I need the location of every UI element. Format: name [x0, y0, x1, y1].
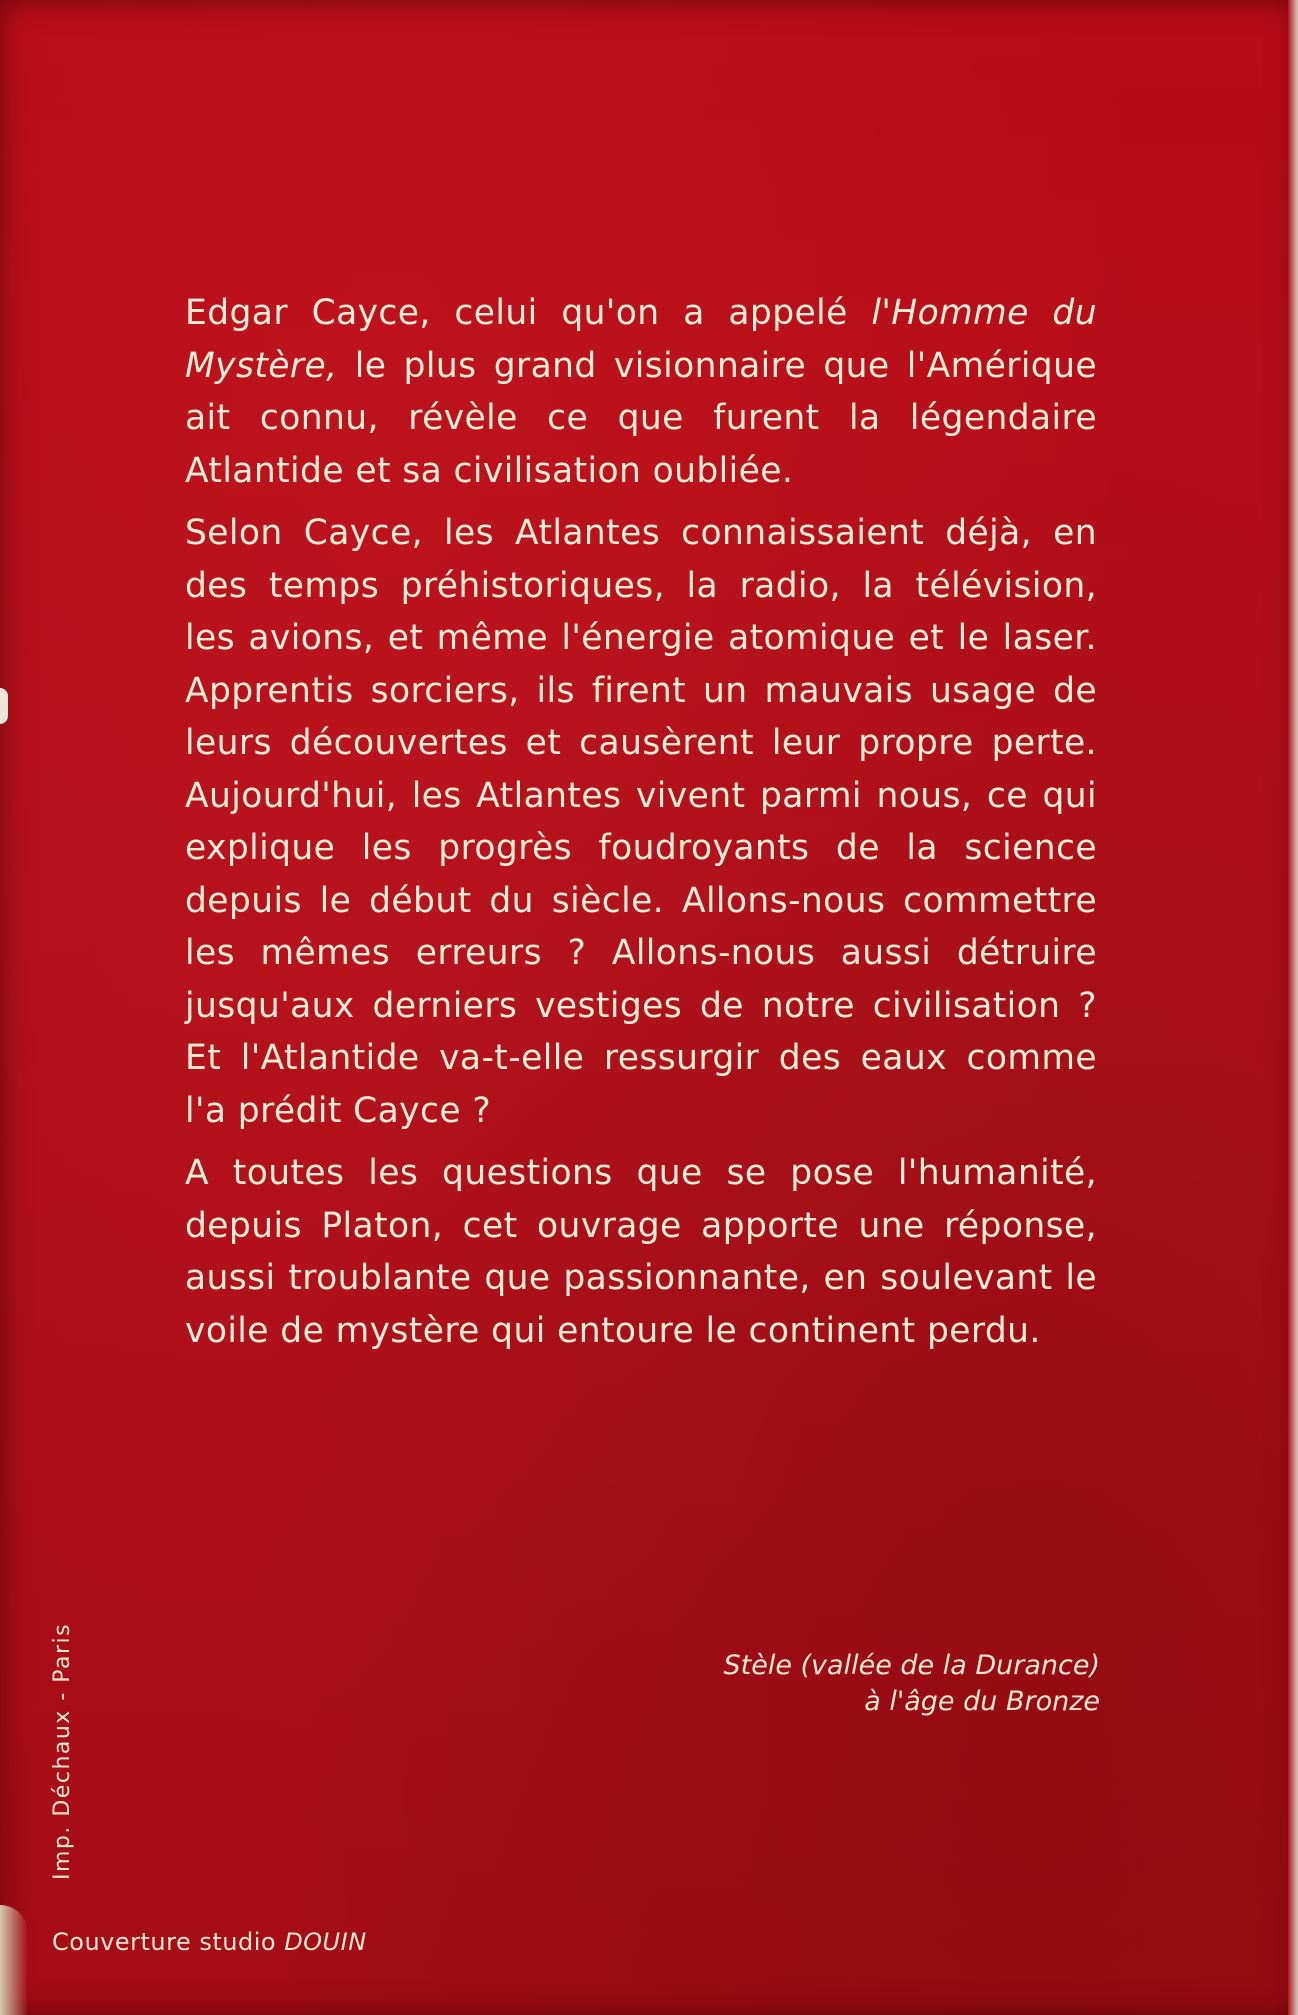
- blurb-paragraph-1: [185, 287, 1097, 497]
- blurb-paragraph-2: Selon Cayce, les Atlantes connaissaient déjà, en des temps préhistoriques, la radio, la télévision, les avions, et même l'énergie atomique et le laser. Apprentis sorciers, ils firent un mauvais usage de leurs découvertes et causèrent leur propre perte. Aujourd'hui, les Atlantes vivent parmi nous, ce qui explique les progrès foudroyants de la science depuis le début du siècle. Allons-nous commettre les mêmes erreurs ? Allons-nous aussi détruire jusqu'aux derniers vestiges de notre civilisation ? Et l'Atlantide va-t-elle ressurgir des eaux comme l'a prédit Cayce ?: [185, 513, 1097, 1131]
- caption-line-2: à l'âge du Bronze: [864, 1686, 1100, 1717]
- p1-text-end: le plus grand visionnaire que l'Amérique ait connu, révèle ce que furent la légendaire Atlantide et sa civilisation oubliée.: [185, 345, 1097, 491]
- p1-text-start: Edgar Cayce, celui qu'on a appelé: [185, 293, 872, 333]
- page-notch: [0, 688, 8, 724]
- illustration-caption: [723, 1648, 1100, 1720]
- caption-line-1: Stèle (vallée de la Durance): [723, 1650, 1100, 1681]
- printer-imprint: Imp. Déchaux - Paris: [50, 1622, 75, 1880]
- blurb-paragraph-3: A toutes les questions que se pose l'humanité, depuis Platon, cet ouvrage apporte une réponse, aussi troublante que passionnante, en soulevant le voile de mystère qui entoure le continent perdu.: [185, 1153, 1097, 1351]
- cover-edge: [1288, 0, 1298, 2015]
- p1-italic-title: l'Homme du Mystère,: [185, 293, 1097, 386]
- cover-credit: [52, 1928, 367, 1956]
- credit-prefix: Couverture studio: [52, 1928, 285, 1956]
- credit-studio-name: DOUIN: [284, 1928, 367, 1956]
- blurb: [185, 287, 1097, 1367]
- worn-corner: [0, 1905, 28, 2015]
